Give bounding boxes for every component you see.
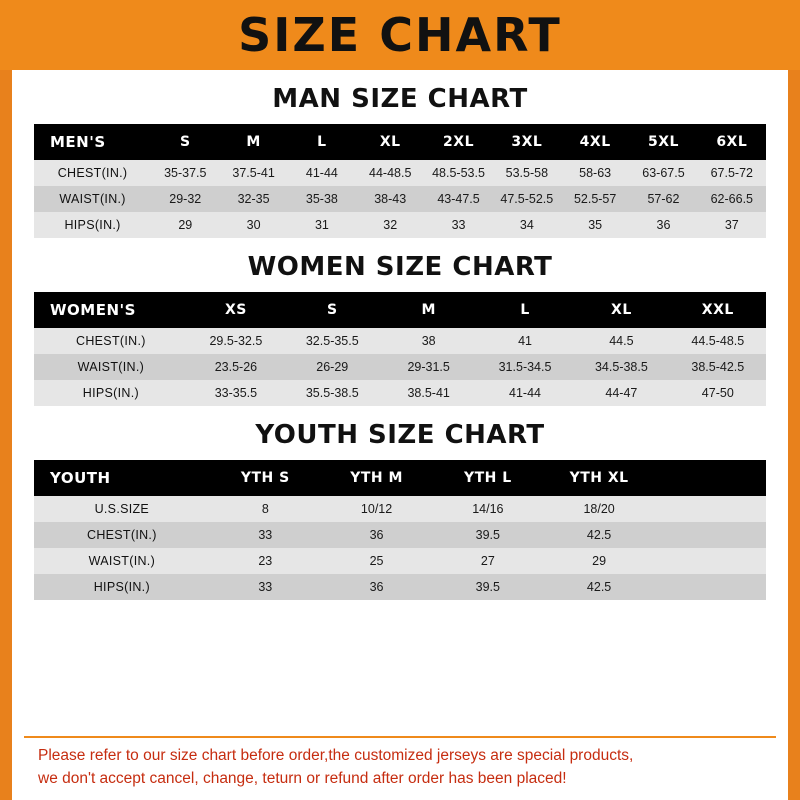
cell: 62-66.5	[698, 186, 766, 212]
column-header: 3XL	[493, 124, 561, 160]
cell: 35-38	[288, 186, 356, 212]
cell: 29-31.5	[380, 354, 476, 380]
cell: 30	[219, 212, 287, 238]
row-label: CHEST(IN.)	[34, 160, 151, 186]
table-row	[34, 548, 766, 574]
cell: 34	[493, 212, 561, 238]
section-title-man: MAN SIZE CHART	[272, 84, 528, 114]
table-header-row	[34, 124, 766, 160]
cell: 31.5-34.5	[477, 354, 573, 380]
note-line-1: Please refer to our size chart before order,the customized jerseys are special products,	[38, 747, 634, 765]
table-corner-label: YOUTH	[34, 460, 210, 496]
page-title: SIZE CHART	[238, 8, 562, 62]
cell: 35-37.5	[151, 160, 219, 186]
section-women	[12, 252, 788, 406]
cell: 29	[543, 548, 654, 574]
banner	[0, 0, 800, 70]
cell: 44-47	[573, 380, 669, 406]
cell: 8	[210, 496, 321, 522]
column-header: S	[151, 124, 219, 160]
table-header-row	[34, 460, 766, 496]
table-row	[34, 522, 766, 548]
cell: 33-35.5	[188, 380, 284, 406]
table-row	[34, 496, 766, 522]
table-row	[34, 186, 766, 212]
column-header: 5XL	[629, 124, 697, 160]
column-header: YTH M	[321, 460, 432, 496]
section-man	[12, 84, 788, 238]
cell: 36	[321, 522, 432, 548]
cell: 43-47.5	[424, 186, 492, 212]
cell: 37.5-41	[219, 160, 287, 186]
cell: 29	[151, 212, 219, 238]
column-header: S	[284, 292, 380, 328]
cell: 37	[698, 212, 766, 238]
cell: 47-50	[670, 380, 766, 406]
women-size-table	[34, 292, 766, 406]
row-label: U.S.SIZE	[34, 496, 210, 522]
cell: 36	[629, 212, 697, 238]
row-label: WAIST(IN.)	[34, 186, 151, 212]
cell: 36	[321, 574, 432, 600]
cell: 53.5-58	[493, 160, 561, 186]
column-header	[655, 460, 766, 496]
cell	[655, 522, 766, 548]
cell: 44.5	[573, 328, 669, 354]
row-label: CHEST(IN.)	[34, 328, 188, 354]
cell: 38-43	[356, 186, 424, 212]
cell: 58-63	[561, 160, 629, 186]
section-title-youth: YOUTH SIZE CHART	[255, 420, 545, 450]
table-row	[34, 574, 766, 600]
cell: 38.5-41	[380, 380, 476, 406]
table-row	[34, 212, 766, 238]
column-header: YTH L	[432, 460, 543, 496]
cell: 29.5-32.5	[188, 328, 284, 354]
column-header: YTH XL	[543, 460, 654, 496]
cell: 39.5	[432, 522, 543, 548]
cell: 10/12	[321, 496, 432, 522]
cell: 44-48.5	[356, 160, 424, 186]
section-youth	[12, 420, 788, 600]
column-header: XXL	[670, 292, 766, 328]
cell: 41-44	[288, 160, 356, 186]
cell: 42.5	[543, 574, 654, 600]
cell: 41-44	[477, 380, 573, 406]
cell: 38.5-42.5	[670, 354, 766, 380]
cell: 32-35	[219, 186, 287, 212]
cell: 67.5-72	[698, 160, 766, 186]
cell: 63-67.5	[629, 160, 697, 186]
row-label: WAIST(IN.)	[34, 548, 210, 574]
cell: 29-32	[151, 186, 219, 212]
cell: 31	[288, 212, 356, 238]
cell: 57-62	[629, 186, 697, 212]
cell: 33	[210, 522, 321, 548]
cell: 33	[210, 574, 321, 600]
table-row	[34, 380, 766, 406]
cell: 32	[356, 212, 424, 238]
table-header-row	[34, 292, 766, 328]
cell: 52.5-57	[561, 186, 629, 212]
table-row	[34, 328, 766, 354]
cell: 34.5-38.5	[573, 354, 669, 380]
column-header: L	[288, 124, 356, 160]
cell: 41	[477, 328, 573, 354]
column-header: 2XL	[424, 124, 492, 160]
cell: 35	[561, 212, 629, 238]
row-label: HIPS(IN.)	[34, 380, 188, 406]
cell: 23	[210, 548, 321, 574]
cell: 38	[380, 328, 476, 354]
disclaimer-note	[24, 736, 776, 792]
cell: 25	[321, 548, 432, 574]
youth-size-table	[34, 460, 766, 600]
cell: 42.5	[543, 522, 654, 548]
row-label: HIPS(IN.)	[34, 212, 151, 238]
cell: 33	[424, 212, 492, 238]
cell: 47.5-52.5	[493, 186, 561, 212]
note-line-2: we don't accept cancel, change, teturn or refund after order has been placed!	[38, 770, 567, 788]
cell: 32.5-35.5	[284, 328, 380, 354]
cell: 35.5-38.5	[284, 380, 380, 406]
row-label: WAIST(IN.)	[34, 354, 188, 380]
column-header: XL	[573, 292, 669, 328]
cell: 14/16	[432, 496, 543, 522]
row-label: HIPS(IN.)	[34, 574, 210, 600]
cell	[655, 548, 766, 574]
column-header: YTH S	[210, 460, 321, 496]
cell: 27	[432, 548, 543, 574]
cell	[655, 496, 766, 522]
column-header: 4XL	[561, 124, 629, 160]
cell: 44.5-48.5	[670, 328, 766, 354]
men-size-table	[34, 124, 766, 238]
column-header: 6XL	[698, 124, 766, 160]
cell: 23.5-26	[188, 354, 284, 380]
table-row	[34, 160, 766, 186]
table-corner-label: MEN'S	[34, 124, 151, 160]
table-row	[34, 354, 766, 380]
cell: 39.5	[432, 574, 543, 600]
column-header: XS	[188, 292, 284, 328]
cell: 18/20	[543, 496, 654, 522]
section-title-women: WOMEN SIZE CHART	[247, 252, 553, 282]
cell: 48.5-53.5	[424, 160, 492, 186]
cell	[655, 574, 766, 600]
column-header: XL	[356, 124, 424, 160]
row-label: CHEST(IN.)	[34, 522, 210, 548]
column-header: M	[380, 292, 476, 328]
table-corner-label: WOMEN'S	[34, 292, 188, 328]
column-header: M	[219, 124, 287, 160]
cell: 26-29	[284, 354, 380, 380]
column-header: L	[477, 292, 573, 328]
